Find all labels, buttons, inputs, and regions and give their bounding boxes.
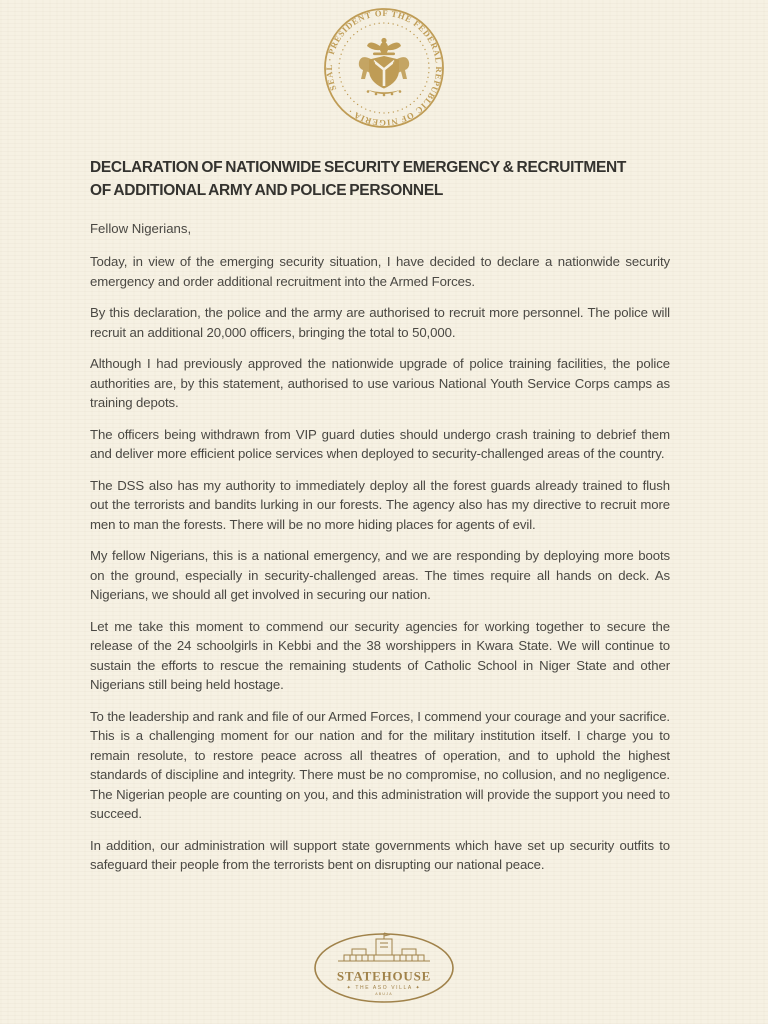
letter-body [90,156,670,887]
paragraph: Today, in view of the emerging security situation, I have decided to declare a nationwide security emergency and order additional recruitment into the Armed Forces. [90,254,670,289]
statehouse-sublabel2: ABUJA [375,992,393,996]
paragraph: In addition, our administration will support state governments which have set up security outfits to safeguard their people from the terrorists bent on disrupting our national peace. [90,837,670,872]
presidential-seal-icon [322,6,446,135]
paragraph: My fellow Nigerians, this is a national emergency, and we are responding by deploying more boots on the ground, especially in security-challenged areas. The times require all hands on deck. As Nigerians, we should all get involved in securing our nation. [90,548,670,602]
statehouse-logo-text [337,969,431,997]
paragraph: To the leadership and rank and file of our Armed Forces, I commend your courage and your sacrifice. This is a challenging moment for our nation and for the military institution itself. I charge you to remain resolute, to restore peace across all theatres of operation, and to uphold the highest standards of discipline and integrity. There must be no compromise, no collusion, and no negligence. The Nigerian people are counting on you, and this administration will provide the support you need to succeed. [90,708,670,821]
paragraph: Let me take this moment to commend our security agencies for working together to secure the release of the 24 schoolgirls in Kebbi and the 38 worshippers in Kwara State. We will continue to sustain the efforts to rescue the remaining students of Catholic School in Niger State and other Nigerians still being held hostage. [90,618,670,692]
statehouse-label: STATEHOUSE [336,968,432,984]
title-line-1: DECLARATION OF NATIONWIDE SECURITY EMERGENCY & RECRUITMENT [90,159,627,176]
paragraph-list [90,252,670,875]
title-line-2: OF ADDITIONAL ARMY AND POLICE PERSONNEL [90,182,444,199]
coat-of-arms [359,38,409,96]
paragraph: The officers being withdrawn from VIP guard duties should undergo crash training to debrief them and deliver more efficient police services when deployed to security-challenged areas of the country. [90,426,670,461]
paragraph: The DSS also has my authority to immediately deploy all the forest guards already trained to flush out the terrorists and bandits lurking in our forests. The agency also has my directive to recruit more men to man the forests. There will be no more hiding places for agents of evil. [90,477,670,532]
statehouse-sublabel: ✦ THE ASO VILLA ✦ [346,985,422,991]
salutation: Fellow Nigerians, [90,221,192,236]
paragraph: By this declaration, the police and the army are authorised to recruit more personnel. The police will recruit an additional 20,000 officers, bringing the total to 50,000. [90,305,670,340]
document-title [90,156,670,202]
seal-inscription-text: SEAL · PRESIDENT OF THE FEDERAL REPUBLIC OF NIGERIA · [323,7,445,129]
statehouse-logo [304,925,464,1016]
paragraph: Although I had previously approved the nationwide upgrade of police training facilities, the police authorities are, by this statement, authorised to use various National Youth Service Corps camps as training depots. [90,356,670,410]
